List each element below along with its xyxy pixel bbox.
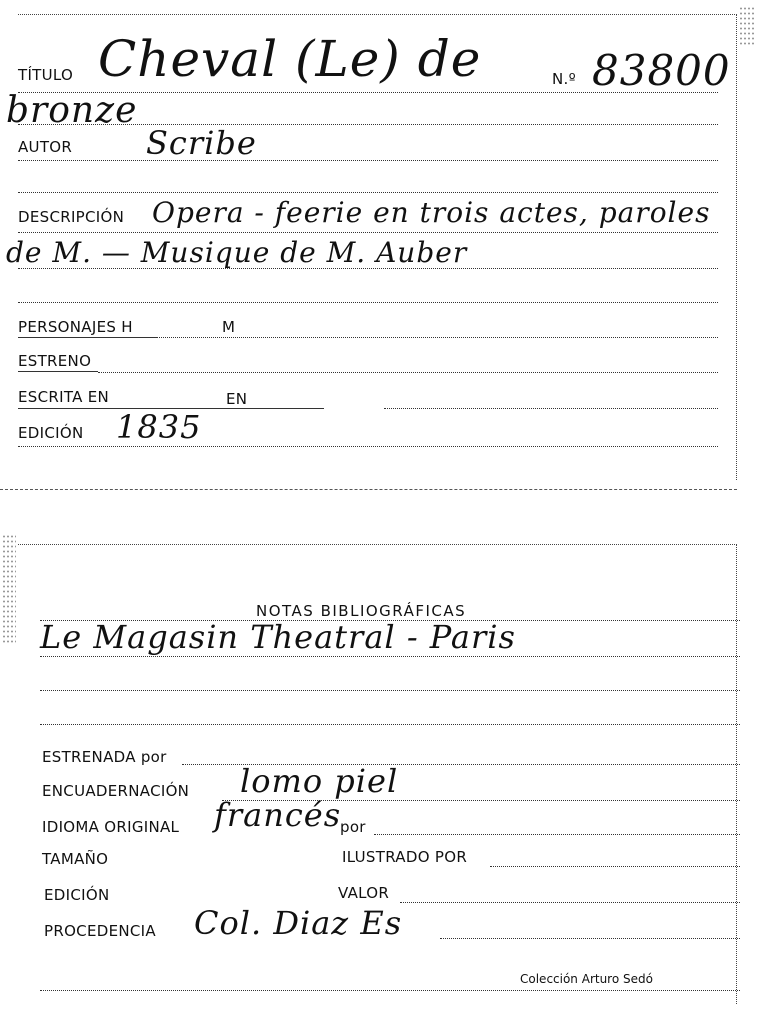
personajes-m-label: M — [222, 318, 236, 336]
procedencia-rule — [440, 938, 740, 939]
estrenada-label: ESTRENADA por — [42, 748, 167, 766]
scan-speckle-left — [2, 534, 16, 644]
estreno-label: ESTRENO — [18, 352, 92, 370]
valor-rule — [400, 902, 740, 903]
edicion-label: EDICIÓN — [18, 424, 84, 442]
procedencia-label: PROCEDENCIA — [44, 922, 156, 940]
coleccion-credit: Colección Arturo Sedó — [520, 972, 653, 986]
idioma-label: IDIOMA ORIGINAL — [42, 818, 180, 836]
descripcion-rule-2 — [18, 268, 718, 269]
ilustrado-label: ILUSTRADO POR — [342, 848, 468, 866]
card-border-bottom — [0, 489, 737, 490]
encuadernacion-value: lomo piel — [240, 762, 399, 800]
titulo-rule-2 — [18, 124, 718, 125]
estreno-rule — [98, 372, 718, 373]
titulo-value-line2: bronze — [6, 90, 138, 131]
blank-rule-2 — [18, 302, 718, 303]
procedencia-value: Col. Diaz Es — [194, 904, 403, 942]
estreno-underline — [18, 371, 98, 372]
edicion-rule — [18, 446, 718, 447]
encuadernacion-label: ENCUADERNACIÓN — [42, 782, 190, 800]
notas-rule-3 — [40, 690, 740, 691]
notas-value: Le Magasin Theatral - Paris — [40, 618, 516, 656]
autor-rule — [18, 160, 718, 161]
autor-label: AUTOR — [18, 138, 73, 156]
ilustrado-rule — [490, 866, 740, 867]
idioma-rule — [374, 834, 740, 835]
idioma-por-label: por — [340, 818, 366, 836]
descripcion-value-line2: de M. — Musique de M. Auber — [6, 236, 468, 269]
tamano-label: TAMAÑO — [42, 850, 109, 868]
personajes-label: PERSONAJES H — [18, 318, 133, 336]
autor-value: Scribe — [146, 124, 257, 162]
numero-label: N.º — [552, 70, 576, 88]
blank-rule — [18, 192, 718, 193]
edicion-bottom-label: EDICIÓN — [44, 886, 110, 904]
card-border-right — [736, 14, 737, 480]
numero-value: 83800 — [592, 46, 731, 95]
personajes-underline — [18, 337, 156, 338]
idioma-value: francés — [214, 796, 342, 834]
catalog-card-top — [0, 0, 759, 500]
card-border-top — [18, 544, 737, 545]
notas-heading: NOTAS BIBLIOGRÁFICAS — [256, 602, 467, 620]
bottom-rule — [40, 990, 740, 991]
valor-label: VALOR — [338, 884, 390, 902]
escrita-rule — [384, 408, 718, 409]
scan-speckle — [739, 6, 755, 46]
edicion-value: 1835 — [116, 408, 202, 446]
titulo-label: TÍTULO — [18, 66, 74, 84]
card-border-right — [736, 544, 737, 1004]
notas-rule-4 — [40, 724, 740, 725]
escrita-label: ESCRITA EN — [18, 388, 110, 406]
descripcion-label: DESCRIPCIÓN — [18, 208, 125, 226]
card-border-top — [18, 14, 737, 15]
descripcion-rule — [18, 232, 718, 233]
descripcion-value-line1: Opera - feerie en trois actes, paroles — [152, 196, 711, 229]
catalog-card-bottom — [0, 520, 759, 1028]
escrita-en-label: EN — [226, 390, 248, 408]
titulo-value-line1: Cheval (Le) de — [98, 30, 482, 88]
personajes-rule — [156, 337, 718, 338]
notas-rule-2 — [40, 656, 740, 657]
